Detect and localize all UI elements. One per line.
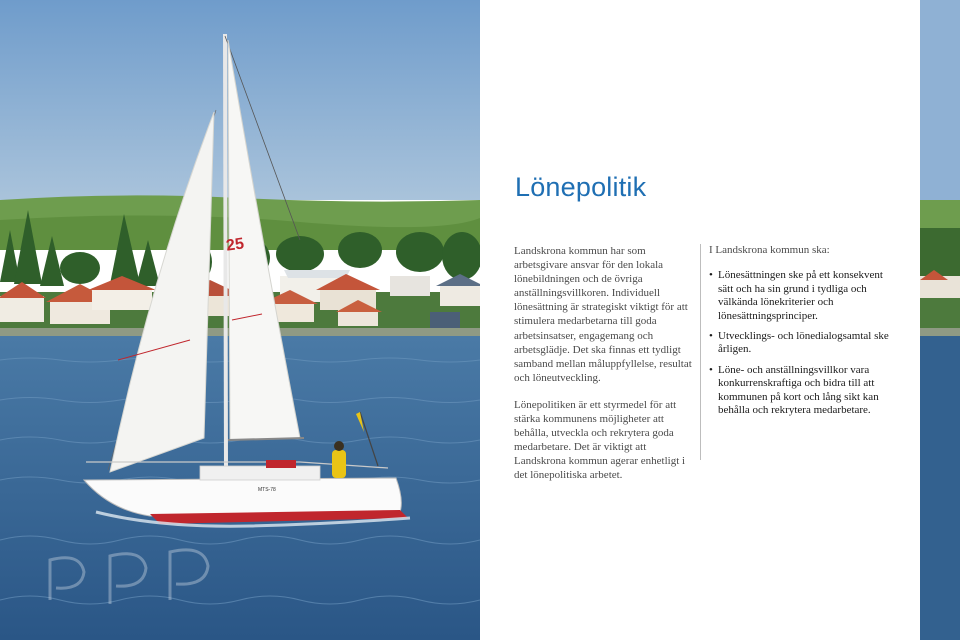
page-title: Lönepolitik xyxy=(515,172,647,202)
paragraph: Lönepolitiken är ett styrmedel för att stärka kommunens möjligheter att behålla, utveckla och rekrytera goda medarbetare. Det är viktigt att Landskrona kommun agerar enhetligt i det lönepolitiska arbetet. xyxy=(514,398,686,482)
bullet-list xyxy=(709,269,889,417)
hull-label: MTS-78 xyxy=(258,487,276,493)
list-item: • Lönesättningen ske på ett konsekvent sätt och ha sin grund i tydliga och välkända lönekriterier och lönesättningsprinciper. xyxy=(709,269,889,323)
text-page xyxy=(480,0,920,640)
list-item: • Löne- och anställningsvillkor vara konkurrenskraftiga och bidra till att kommunen på kort och lång sikt kan behålla och rekrytera medarbetare. xyxy=(709,364,889,418)
column-divider xyxy=(700,244,701,460)
sail-number: 25 xyxy=(225,235,246,255)
photo-strip-illustration xyxy=(920,0,960,640)
list-item: • Utvecklings- och lönedialogsamtal ske årligen. xyxy=(709,330,889,357)
right-column xyxy=(709,244,889,424)
sailor xyxy=(332,450,346,478)
hull xyxy=(84,478,401,516)
photo-strip xyxy=(920,0,960,640)
mast xyxy=(225,34,226,470)
paragraph: Landskrona kommun har som arbetsgivare ansvar för den lokala lönebildningen och de övriga anställningsvillkoren. Individuell lönesättning är strategiskt viktigt för att stimulera medarbetarna till goda arbetsinsatser, engagemang och arbetsglädje. Det ska finnas ett tydligt samband mellan måluppfyllelse, resultat och löneutveckling. xyxy=(514,245,692,384)
list-intro: I Landskrona kommun ska: xyxy=(709,244,830,256)
left-column xyxy=(514,244,694,496)
